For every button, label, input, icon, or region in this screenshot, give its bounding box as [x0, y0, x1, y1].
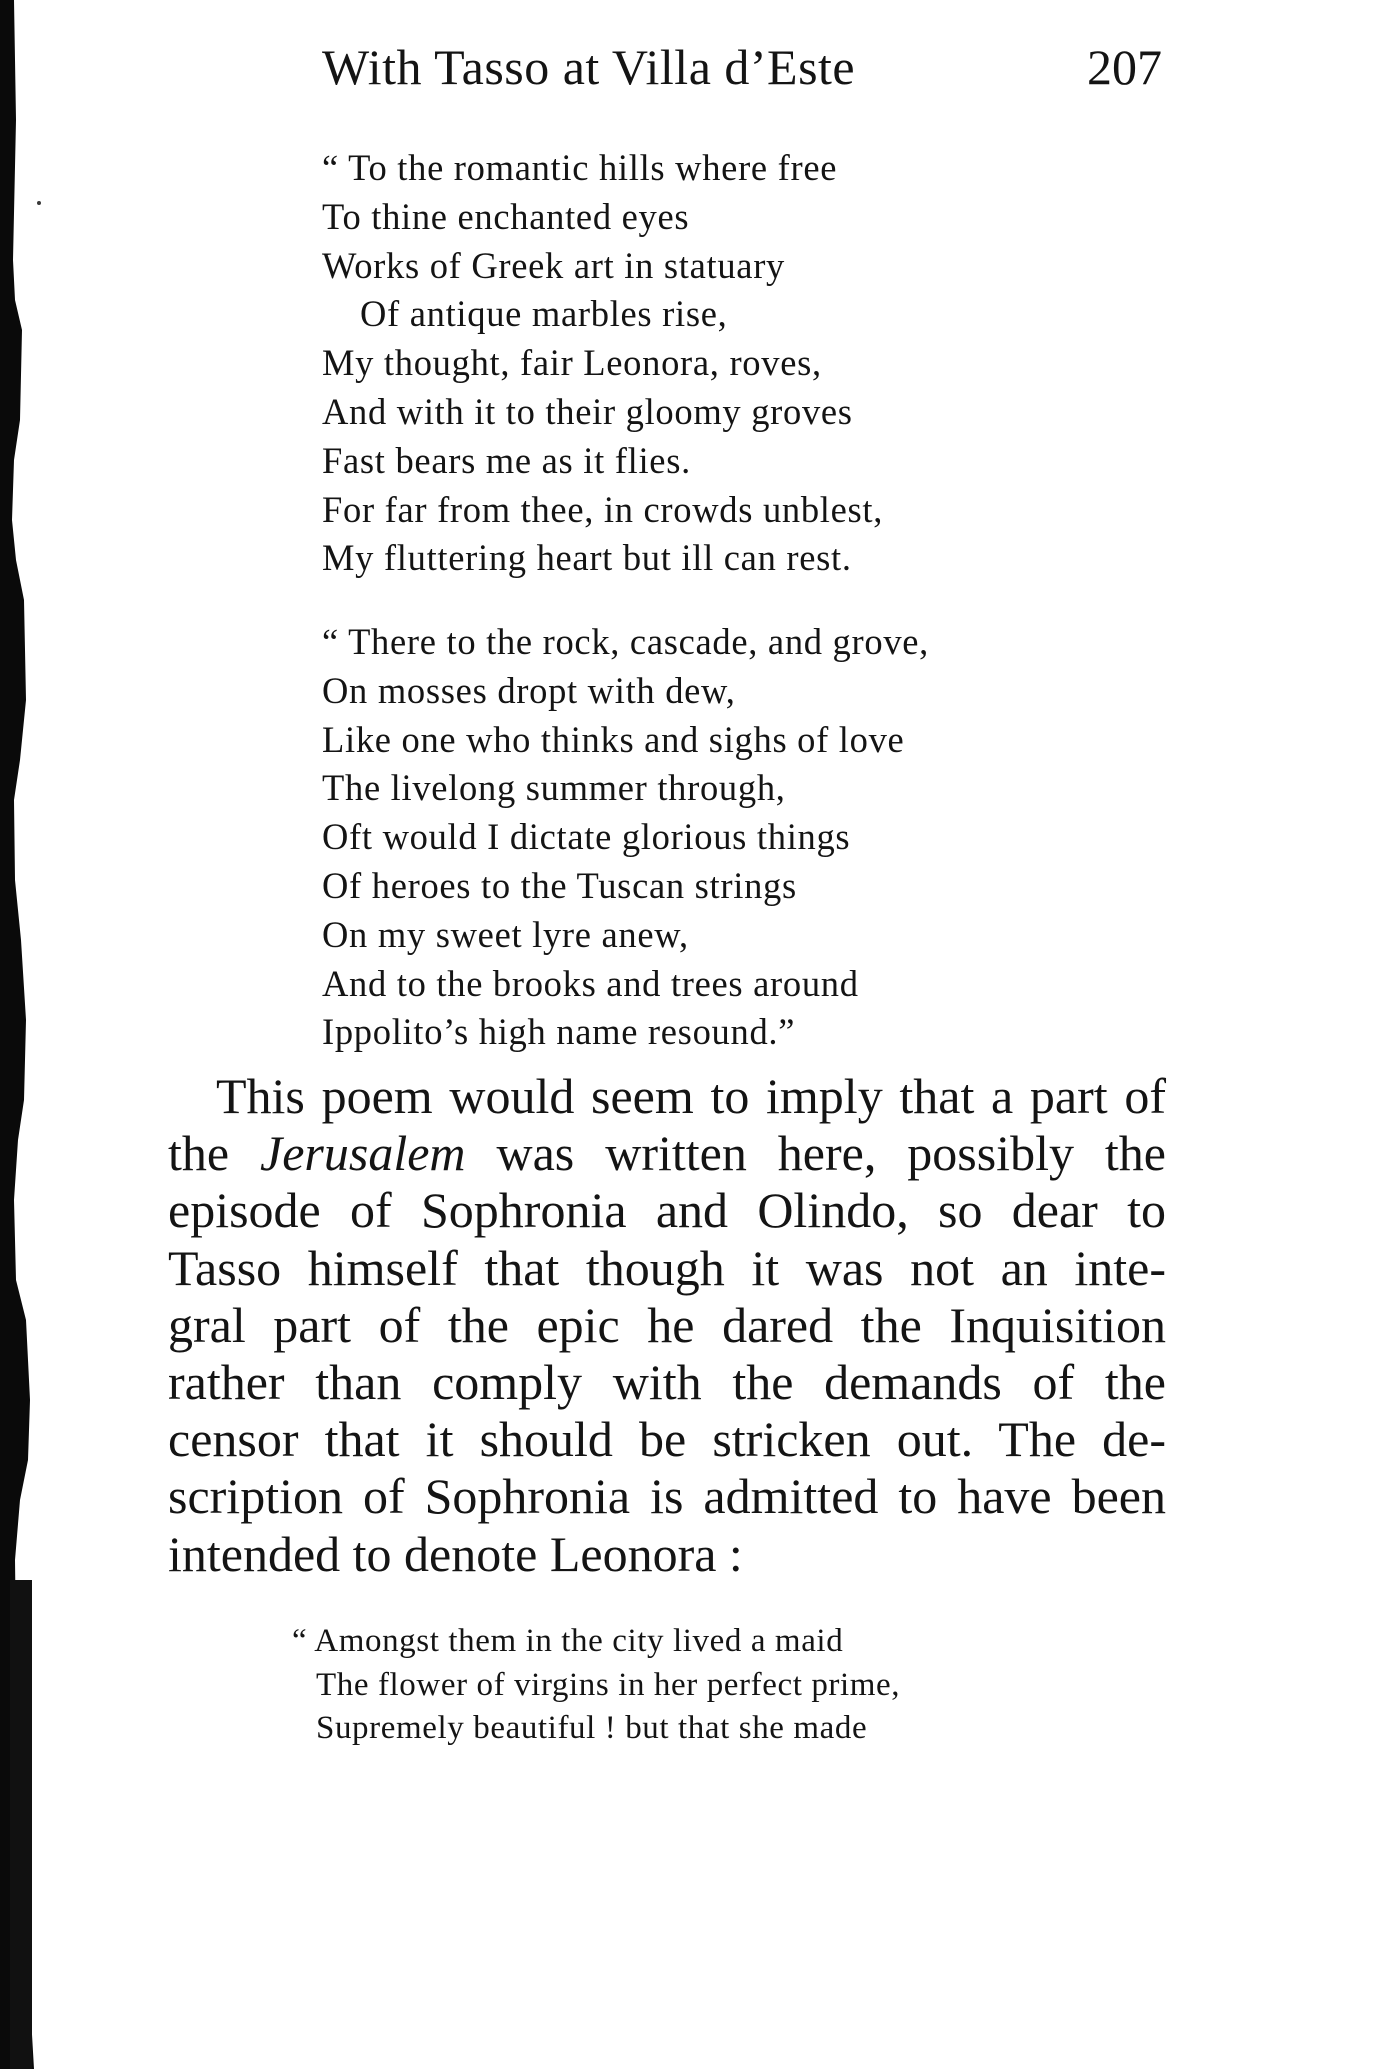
- quoted-verse: [292, 1620, 900, 1751]
- verse-line: And with it to their gloomy groves: [322, 390, 853, 432]
- poem-stanza-two: [322, 618, 929, 1057]
- paragraph-line: intended to denote Leonora :: [168, 1525, 743, 1582]
- verse-line: Ippolito’s high name resound.”: [322, 1011, 796, 1053]
- verse-line: To thine enchanted eyes: [322, 195, 690, 237]
- verse-line: And to the brooks and trees around: [322, 962, 859, 1004]
- verse-line: “ To the romantic hills where free: [322, 147, 838, 188]
- paragraph-line: [168, 1125, 1166, 1182]
- verse-line: My thought, fair Leonora, roves,: [322, 342, 822, 384]
- verse-line: The livelong summer through,: [322, 767, 786, 809]
- paragraph-text: was written here, possibly the: [465, 1125, 1167, 1182]
- scanned-page-edge: [0, 0, 46, 2069]
- paragraph-line: rather than comply with the demands of the: [168, 1353, 1166, 1410]
- paragraph-line: Tasso himself that though it was not an inte-: [168, 1239, 1166, 1296]
- verse-line: “ There to the rock, cascade, and grove,: [322, 621, 929, 662]
- paragraph-line: episode of Sophronia and Olindo, so dear to: [168, 1182, 1166, 1239]
- verse-line: My fluttering heart but ill can rest.: [322, 537, 852, 579]
- verse-line: Oft would I dictate glorious things: [322, 816, 851, 858]
- verse-line: Like one who thinks and sighs of love: [322, 718, 905, 760]
- verse-line: Works of Greek art in statuary: [322, 244, 786, 286]
- running-title: With Tasso at Villa d’Este: [322, 39, 856, 95]
- verse-line: Of heroes to the Tuscan strings: [322, 864, 797, 906]
- verse-line: Supremely beautiful ! but that she made: [316, 1710, 868, 1746]
- body-paragraph: [168, 1068, 1166, 1583]
- verse-line: Fast bears me as it flies.: [322, 439, 691, 481]
- verse-line: On mosses dropt with dew,: [322, 669, 736, 711]
- verse-line: On my sweet lyre anew,: [322, 913, 689, 955]
- book-title-italic: Jerusalem: [260, 1125, 466, 1182]
- paragraph-text: the: [168, 1125, 261, 1182]
- paragraph-line: scription of Sophronia is admitted to have been: [168, 1468, 1166, 1525]
- paragraph-line: This poem would seem to imply that a part of: [216, 1068, 1166, 1124]
- poem-stanza-one: [322, 144, 883, 583]
- paragraph-line: censor that it should be stricken out. The de-: [168, 1411, 1166, 1468]
- paragraph-line: gral part of the epic he dared the Inquisition: [168, 1296, 1166, 1353]
- verse-line: “ Amongst them in the city lived a maid: [292, 1623, 844, 1659]
- verse-line: Of antique marbles rise,: [360, 293, 728, 335]
- verse-line: The flower of virgins in her perfect prime,: [316, 1666, 901, 1703]
- running-head: [322, 36, 1162, 98]
- page-number: 207: [1087, 39, 1162, 95]
- verse-line: For far from thee, in crowds unblest,: [322, 488, 884, 530]
